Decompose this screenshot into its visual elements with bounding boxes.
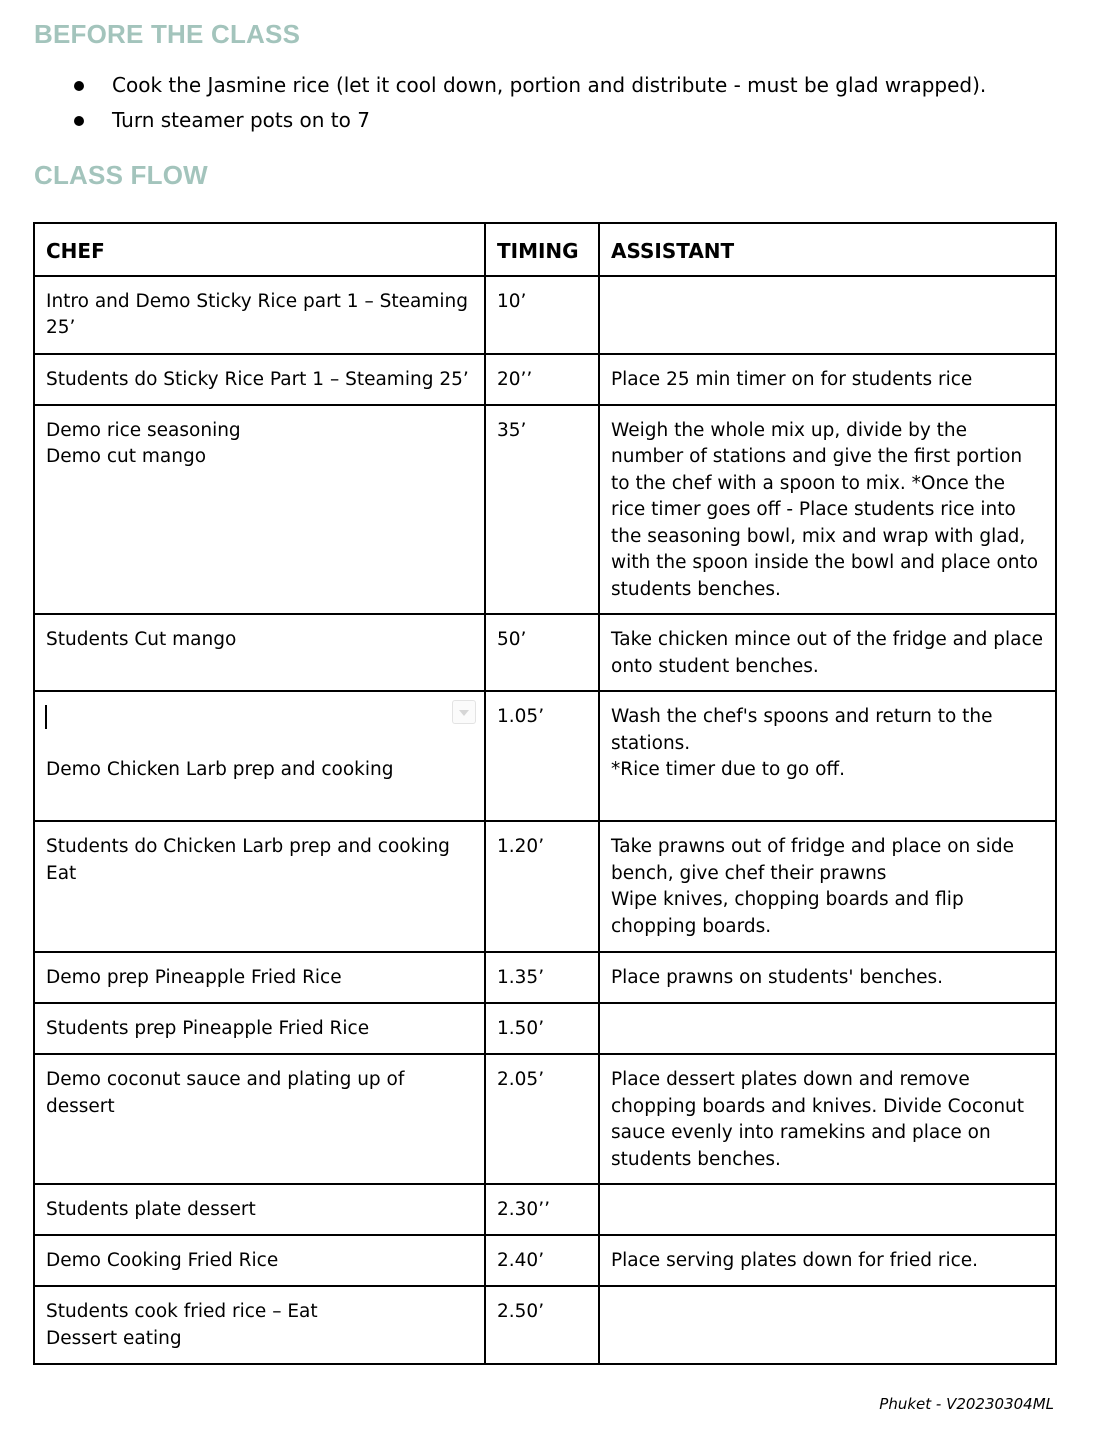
before-class-heading: BEFORE THE CLASS [34, 19, 301, 49]
chef-cell[interactable]: Students do Sticky Rice Part 1 – Steaming 25’ [34, 354, 485, 405]
assistant-cell[interactable]: Take prawns out of fridge and place on side bench, give chef their prawns Wipe knives, chopping boards and flip chopping boards. [599, 821, 1056, 952]
chef-cell[interactable]: Intro and Demo Sticky Rice part 1 – Steaming 25’ [34, 276, 485, 354]
assistant-cell[interactable] [599, 1184, 1056, 1235]
version-footer: Phuket - V20230304ML [879, 1395, 1054, 1413]
before-class-list [0, 68, 986, 138]
timing-cell[interactable]: 2.40’ [485, 1235, 599, 1286]
assistant-column-header[interactable]: ASSISTANT [599, 223, 1056, 276]
timing-cell[interactable]: 2.05’ [485, 1054, 599, 1184]
timing-cell[interactable]: 50’ [485, 614, 599, 691]
table-row [34, 405, 1056, 615]
timing-column-header[interactable]: TIMING [485, 223, 599, 276]
chef-cell[interactable]: Demo coconut sauce and plating up of dessert [34, 1054, 485, 1184]
chef-cell-text: Demo Chicken Larb prep and cooking [46, 759, 394, 780]
class-flow-heading: CLASS FLOW [34, 160, 208, 190]
timing-cell[interactable]: 1.20’ [485, 821, 599, 952]
timing-cell[interactable]: 1.05’ [485, 691, 599, 821]
table-row [34, 691, 1056, 821]
timing-cell[interactable]: 2.30’’ [485, 1184, 599, 1235]
assistant-cell[interactable]: Place prawns on students' benches. [599, 952, 1056, 1003]
chef-cell[interactable]: Demo Cooking Fried Rice [34, 1235, 485, 1286]
text-cursor-icon [45, 705, 47, 729]
chef-cell-active[interactable] [34, 691, 485, 821]
table-row [34, 1003, 1056, 1054]
chef-cell[interactable]: Students prep Pineapple Fried Rice [34, 1003, 485, 1054]
assistant-cell[interactable]: Place 25 min timer on for students rice [599, 354, 1056, 405]
chef-column-header[interactable]: CHEF [34, 223, 485, 276]
table-row [34, 1054, 1056, 1184]
table-row [34, 1235, 1056, 1286]
assistant-cell[interactable]: Place serving plates down for fried rice. [599, 1235, 1056, 1286]
table-row [34, 952, 1056, 1003]
chef-cell[interactable]: Students cook fried rice – Eat Dessert eating [34, 1286, 485, 1364]
timing-cell[interactable]: 2.50’ [485, 1286, 599, 1364]
assistant-cell[interactable] [599, 276, 1056, 354]
assistant-cell[interactable] [599, 1286, 1056, 1364]
timing-cell[interactable]: 20’’ [485, 354, 599, 405]
list-item [0, 68, 986, 103]
assistant-cell[interactable]: Take chicken mince out of the fridge and place onto student benches. [599, 614, 1056, 691]
table-row [34, 1184, 1056, 1235]
cell-dropdown-button[interactable] [452, 700, 476, 724]
assistant-cell[interactable]: Wash the chef's spoons and return to the stations. *Rice timer due to go off. [599, 691, 1056, 821]
chef-cell[interactable]: Demo rice seasoning Demo cut mango [34, 405, 485, 615]
timing-cell[interactable]: 1.50’ [485, 1003, 599, 1054]
assistant-cell[interactable] [599, 1003, 1056, 1054]
table-header-row [34, 223, 1056, 276]
timing-cell[interactable]: 10’ [485, 276, 599, 354]
class-flow-table [33, 222, 1057, 1365]
assistant-cell[interactable]: Place dessert plates down and remove chopping boards and knives. Divide Coconut sauce evenly into ramekins and place on students benches. [599, 1054, 1056, 1184]
chevron-down-icon [459, 710, 469, 716]
chef-cell[interactable]: Students do Chicken Larb prep and cooking Eat [34, 821, 485, 952]
table-row [34, 354, 1056, 405]
list-item [0, 103, 986, 138]
timing-cell[interactable]: 35’ [485, 405, 599, 615]
assistant-cell[interactable]: Weigh the whole mix up, divide by the number of stations and give the first portion to the chef with a spoon to mix. *Once the rice timer goes off - Place students rice into the seasoning bowl, mix and wrap with glad, with the spoon inside the bowl and place onto students benches. [599, 405, 1056, 615]
table-row [34, 614, 1056, 691]
bullet-dot-icon [74, 116, 84, 126]
list-item-text: Cook the Jasmine rice (let it cool down, portion and distribute - must be glad wrapped). [112, 73, 987, 97]
chef-cell[interactable]: Demo prep Pineapple Fried Rice [34, 952, 485, 1003]
chef-cell[interactable]: Students Cut mango [34, 614, 485, 691]
bullet-dot-icon [74, 81, 84, 91]
table-row [34, 276, 1056, 354]
list-item-text: Turn steamer pots on to 7 [112, 108, 370, 132]
timing-cell[interactable]: 1.35’ [485, 952, 599, 1003]
table-row [34, 821, 1056, 952]
table-row [34, 1286, 1056, 1364]
chef-cell[interactable]: Students plate dessert [34, 1184, 485, 1235]
